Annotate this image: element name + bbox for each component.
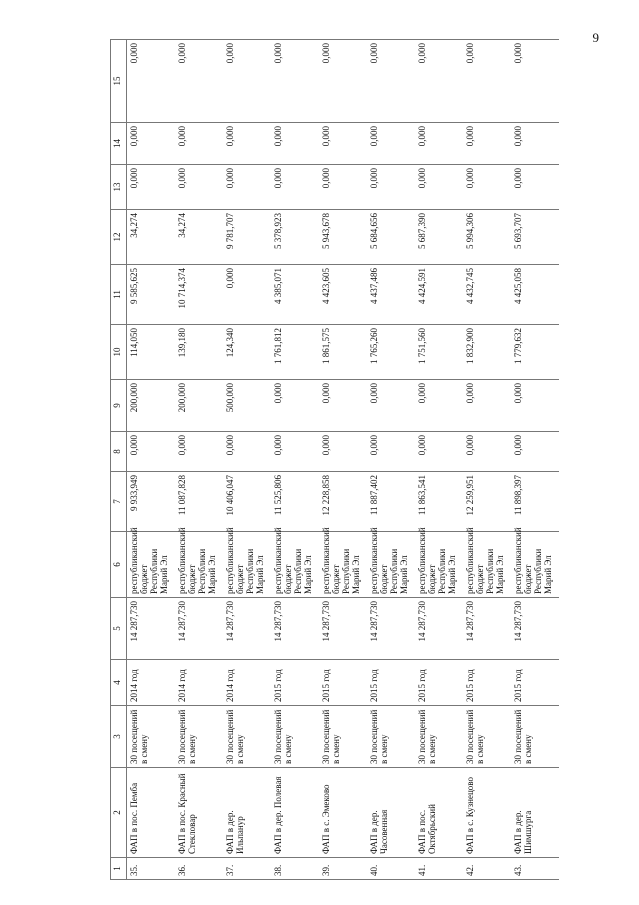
capacity: 30 посещений в смену [367,706,415,768]
row-number: 41. [415,858,463,880]
header-row [111,40,127,880]
row-number: 40. [367,858,415,880]
year: 2015 год [463,660,511,706]
col-15-value: 0,000 [367,40,415,123]
year: 2015 год [511,660,559,706]
estimated-cost: 14 287,730 [223,598,271,660]
table-row [223,40,271,880]
column-number-10: 10 [111,325,127,380]
column-number-2: 2 [111,768,127,858]
col-15-value: 0,000 [223,40,271,123]
capacity: 30 посещений в смену [127,706,176,768]
col-12-value: 9 781,707 [223,210,271,265]
estimated-cost: 14 287,730 [511,598,559,660]
col-10-value: 1 861,575 [319,325,367,380]
funding-source: республиканский бюджет Республики Марий Эл [511,532,559,598]
col-7-value: 11 525,806 [271,472,319,532]
facility-name: ФАП в дер. Шимшурга [511,768,559,858]
col-10-value: 114,050 [127,325,176,380]
col-8-value: 0,000 [175,432,223,472]
col-10-value: 1 832,900 [463,325,511,380]
facilities-table [110,39,559,880]
column-number-6: 6 [111,532,127,598]
col-13-value: 0,000 [367,165,415,210]
col-14-value: 0,000 [511,123,559,165]
col-14-value: 0,000 [175,123,223,165]
capacity: 30 посещений в смену [223,706,271,768]
col-14-value: 0,000 [223,123,271,165]
col-7-value: 12 228,858 [319,472,367,532]
year: 2015 год [271,660,319,706]
capacity: 30 посещений в смену [271,706,319,768]
funding-source: республиканский бюджет Республики Марий Эл [463,532,511,598]
col-10-value: 1 765,260 [367,325,415,380]
col-8-value: 0,000 [319,432,367,472]
capacity: 30 посещений в смену [511,706,559,768]
table-row [415,40,463,880]
table-row [367,40,415,880]
row-number: 37. [223,858,271,880]
col-8-value: 0,000 [415,432,463,472]
table-row [463,40,511,880]
col-8-value: 0,000 [127,432,176,472]
col-13-value: 0,000 [319,165,367,210]
col-15-value: 0,000 [175,40,223,123]
table-row [511,40,559,880]
col-14-value: 0,000 [463,123,511,165]
col-8-value: 0,000 [511,432,559,472]
col-10-value: 1 751,560 [415,325,463,380]
col-9-value: 0,000 [367,380,415,432]
row-number: 35. [127,858,176,880]
facility-name: ФАП в пос. Октябрьский [415,768,463,858]
col-11-value: 4 437,486 [367,265,415,325]
row-number: 42. [463,858,511,880]
col-7-value: 9 933,949 [127,472,176,532]
col-14-value: 0,000 [319,123,367,165]
estimated-cost: 14 287,730 [319,598,367,660]
funding-source: республиканский бюджет Республики Марий Эл [415,532,463,598]
column-number-14: 14 [111,123,127,165]
page-number: 9 [592,30,599,45]
col-14-value: 0,000 [127,123,176,165]
column-number-4: 4 [111,660,127,706]
column-number-7: 7 [111,472,127,532]
year: 2014 год [175,660,223,706]
estimated-cost: 14 287,730 [175,598,223,660]
col-12-value: 5 378,923 [271,210,319,265]
col-9-value: 200,000 [127,380,176,432]
facility-name: ФАП в дер. Часовенная [367,768,415,858]
col-12-value: 34,274 [175,210,223,265]
col-9-value: 0,000 [319,380,367,432]
col-7-value: 11 087,828 [175,472,223,532]
column-number-3: 3 [111,706,127,768]
year: 2015 год [415,660,463,706]
col-13-value: 0,000 [463,165,511,210]
facility-name: ФАП в дер. Ильпанур [223,768,271,858]
col-8-value: 0,000 [223,432,271,472]
col-15-value: 0,000 [415,40,463,123]
col-7-value: 10 406,047 [223,472,271,532]
funding-source: республиканский бюджет Республики Марий Эл [271,532,319,598]
col-9-value: 0,000 [511,380,559,432]
estimated-cost: 14 287,730 [463,598,511,660]
col-13-value: 0,000 [511,165,559,210]
estimated-cost: 14 287,730 [271,598,319,660]
column-number-5: 5 [111,598,127,660]
funding-source: республиканский бюджет Республики Марий Эл [367,532,415,598]
col-13-value: 0,000 [271,165,319,210]
column-number-12: 12 [111,210,127,265]
col-7-value: 12 259,951 [463,472,511,532]
facility-name: ФАП в пос. Красный Стекловар [175,768,223,858]
col-11-value: 4 424,591 [415,265,463,325]
col-8-value: 0,000 [463,432,511,472]
table-row [271,40,319,880]
col-9-value: 0,000 [271,380,319,432]
col-11-value: 4 425,058 [511,265,559,325]
rotated-table-container [110,40,615,880]
estimated-cost: 14 287,730 [127,598,176,660]
col-12-value: 5 684,656 [367,210,415,265]
column-number-13: 13 [111,165,127,210]
col-10-value: 1 779,632 [511,325,559,380]
funding-source: республиканский бюджет Республики Марий Эл [223,532,271,598]
col-13-value: 0,000 [175,165,223,210]
table-row [319,40,367,880]
capacity: 30 посещений в смену [319,706,367,768]
row-number: 38. [271,858,319,880]
funding-source: республиканский бюджет Республики Марий Эл [319,532,367,598]
facility-name: ФАП в пос. Пемба [127,768,176,858]
col-9-value: 500,000 [223,380,271,432]
capacity: 30 посещений в смену [463,706,511,768]
col-15-value: 0,000 [511,40,559,123]
col-11-value: 4 423,605 [319,265,367,325]
col-9-value: 0,000 [463,380,511,432]
capacity: 30 посещений в смену [415,706,463,768]
year: 2015 год [367,660,415,706]
year: 2014 год [223,660,271,706]
col-13-value: 0,000 [415,165,463,210]
col-11-value: 4 385,071 [271,265,319,325]
col-15-value: 0,000 [271,40,319,123]
year: 2014 год [127,660,176,706]
column-number-11: 11 [111,265,127,325]
col-8-value: 0,000 [271,432,319,472]
col-9-value: 0,000 [415,380,463,432]
col-10-value: 139,180 [175,325,223,380]
col-14-value: 0,000 [271,123,319,165]
funding-source: республиканский бюджет Республики Марий Эл [175,532,223,598]
col-7-value: 11 887,402 [367,472,415,532]
col-15-value: 0,000 [127,40,176,123]
estimated-cost: 14 287,730 [367,598,415,660]
row-number: 39. [319,858,367,880]
col-13-value: 0,000 [223,165,271,210]
col-11-value: 9 585,625 [127,265,176,325]
col-13-value: 0,000 [127,165,176,210]
col-11-value: 10 714,374 [175,265,223,325]
year: 2015 год [319,660,367,706]
column-number-9: 9 [111,380,127,432]
col-7-value: 11 898,397 [511,472,559,532]
col-12-value: 5 943,678 [319,210,367,265]
col-15-value: 0,000 [319,40,367,123]
col-9-value: 200,000 [175,380,223,432]
table-row [127,40,176,880]
table-row [175,40,223,880]
column-number-8: 8 [111,432,127,472]
col-12-value: 5 687,390 [415,210,463,265]
col-10-value: 1 761,812 [271,325,319,380]
col-11-value: 4 432,745 [463,265,511,325]
funding-source: республиканский бюджет Республики Марий Эл [127,532,176,598]
row-number: 43. [511,858,559,880]
col-12-value: 5 994,306 [463,210,511,265]
col-8-value: 0,000 [367,432,415,472]
col-15-value: 0,000 [463,40,511,123]
col-7-value: 11 863,541 [415,472,463,532]
column-number-1: 1 [111,858,127,880]
col-11-value: 0,000 [223,265,271,325]
capacity: 30 посещений в смену [175,706,223,768]
facility-name: ФАП в с. Кузнецово [463,768,511,858]
col-12-value: 34,274 [127,210,176,265]
row-number: 36. [175,858,223,880]
col-14-value: 0,000 [415,123,463,165]
facility-name: ФАП в дер. Полевая [271,768,319,858]
col-12-value: 5 693,707 [511,210,559,265]
column-number-15: 15 [111,40,127,123]
col-10-value: 124,340 [223,325,271,380]
facility-name: ФАП в с. Эмеково [319,768,367,858]
estimated-cost: 14 287,730 [415,598,463,660]
col-14-value: 0,000 [367,123,415,165]
